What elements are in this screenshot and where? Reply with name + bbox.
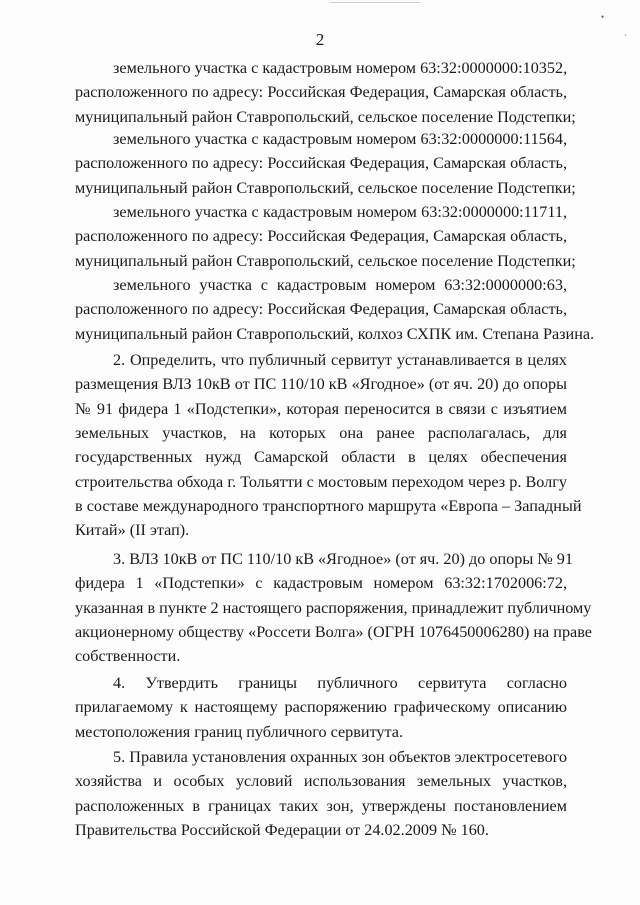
text-line: расположенного по адресу: Российская Федерация, Самарская область, bbox=[75, 300, 567, 319]
page-number: 2 bbox=[315, 30, 325, 49]
text-line: в составе международного транспортного маршрута «Европа – Западный bbox=[75, 496, 582, 515]
text-line: собственности. bbox=[75, 647, 181, 666]
text-line: земельных участков, на которых она ранее располагалась, для bbox=[75, 423, 567, 442]
text-line: акционерному обществу «Россети Волга» (ОГРН 1076450006280) на праве bbox=[75, 622, 592, 641]
text-line: расположенного по адресу: Российская Федерация, Самарская область, bbox=[75, 154, 567, 173]
text-line: местоположения границ публичного сервитута. bbox=[75, 722, 404, 741]
text-line: муниципальный район Ставропольский, сельское поселение Подстепки; bbox=[75, 178, 576, 197]
text-line: 2. Определить, что публичный сервитут устанавливается в целях bbox=[113, 351, 567, 369]
text-line: земельного участка с кадастровым номером 63:32:0000000:10352, bbox=[113, 59, 568, 77]
text-line: расположенного по адресу: Российская Федерация, Самарская область, bbox=[75, 227, 567, 246]
text-line: расположенных в границах таких зон, утверждены постановлением bbox=[75, 796, 567, 815]
scan-edge-line bbox=[330, 2, 420, 3]
text-line: фидера 1 «Подстепки» с кадастровым номером 63:32:1702006:72, bbox=[75, 574, 567, 593]
text-line: муниципальный район Ставропольский, сельское поселение Подстепки; bbox=[75, 107, 576, 126]
text-line: земельного участка с кадастровым номером 63:32:0000000:11711, bbox=[113, 203, 567, 221]
text-line: 4. Утвердить границы публичного сервитута согласно bbox=[113, 674, 567, 692]
text-line: прилагаемому к настоящему распоряжению графическому описанию bbox=[75, 698, 567, 717]
text-line: Правительства Российской Федерации от 24.02.2009 № 160. bbox=[75, 820, 489, 839]
text-line: Китай» (II этап). bbox=[75, 521, 190, 540]
text-line: 5. Правила установления охранных зон объектов электросетевого bbox=[113, 748, 567, 766]
scan-speck: · bbox=[624, 30, 627, 40]
text-line: строительства обхода г. Тольятти с мостовым переходом через р. Волгу bbox=[75, 472, 567, 491]
text-line: № 91 фидера 1 «Подстепки», которая переносится в связи с изъятием bbox=[75, 399, 567, 418]
text-line: земельного участка с кадастровым номером 63:32:0000000:11564, bbox=[113, 130, 567, 148]
text-line: размещения ВЛЗ 10кВ от ПС 110/10 кВ «Ягодное» (от яч. 20) до опоры bbox=[75, 375, 567, 394]
text-line: хозяйства и особых условий использования земельных участков, bbox=[75, 772, 567, 791]
text-line: муниципальный район Ставропольский, сельское поселение Подстепки; bbox=[75, 251, 576, 270]
text-line: 3. ВЛЗ 10кВ от ПС 110/10 кВ «Ягодное» (от яч. 20) до опоры № 91 bbox=[113, 550, 573, 568]
text-line: расположенного по адресу: Российская Федерация, Самарская область, bbox=[75, 83, 567, 102]
text-line: государственных нужд Самарской области в целях обеспечения bbox=[75, 448, 567, 467]
text-line: муниципальный район Ставропольский, колхоз СХПК им. Степана Разина. bbox=[75, 324, 595, 343]
scan-speck: • bbox=[601, 12, 605, 22]
text-line: указанная в пункте 2 настоящего распоряжения, принадлежит публичному bbox=[75, 598, 592, 617]
text-line: земельного участка с кадастровым номером 63:32:0000000:63, bbox=[113, 276, 567, 294]
